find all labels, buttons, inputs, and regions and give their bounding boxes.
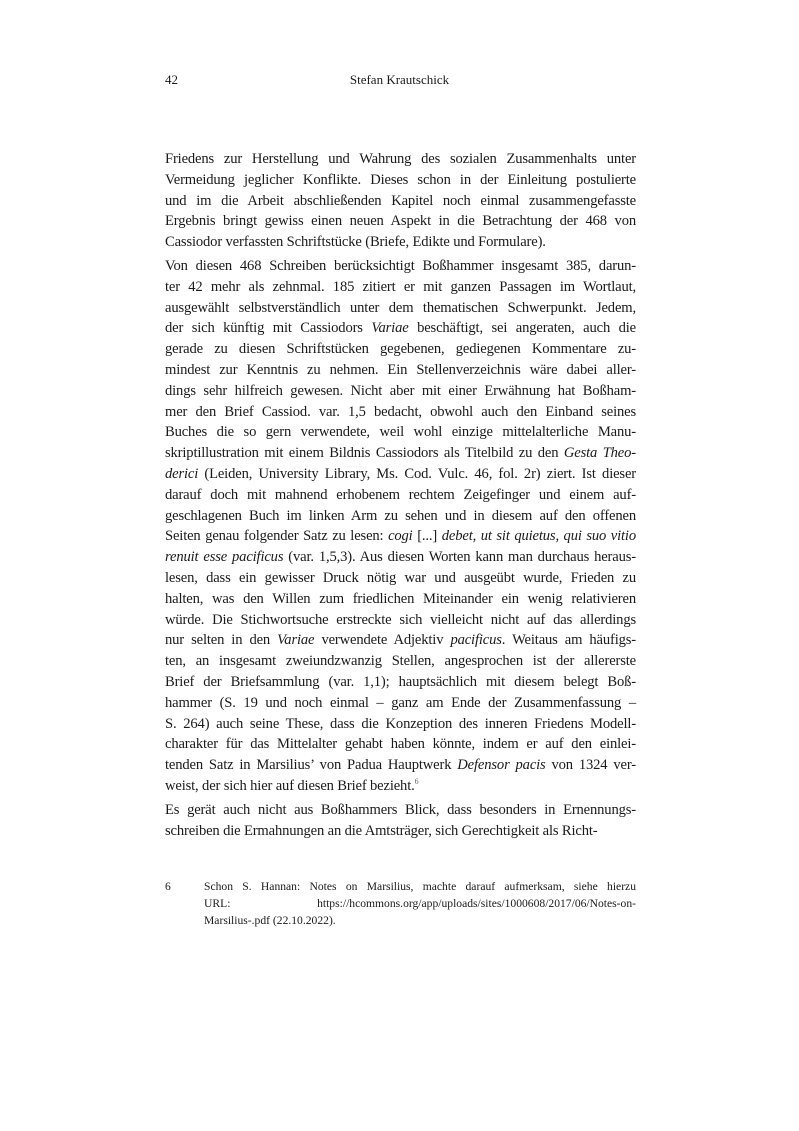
text-span: darauf doch mit mahnend erhobenem rechtem Zeigefinger und einem auf- bbox=[165, 486, 636, 503]
text-line bbox=[165, 464, 636, 485]
italic-text: derici bbox=[165, 465, 199, 482]
text-span: hammer (S. 19 und noch einmal – ganz am Ende der Zusammenfassung – bbox=[165, 694, 636, 711]
text-line bbox=[165, 149, 636, 170]
text-span: Buches die so gern verwendete, weil wohl einzige mittelalterliche Manu- bbox=[165, 424, 636, 441]
footnote-line: URL: https://hcommons.org/app/uploads/sites/1000608/2017/06/Notes-on- bbox=[204, 897, 636, 911]
text-line bbox=[165, 211, 636, 232]
paragraph-1 bbox=[165, 149, 636, 253]
text-span: (Leiden, University Library, Ms. Cod. Vulc. 46, fol. 2r) ziert. Ist dieser bbox=[198, 465, 636, 482]
text-line bbox=[165, 360, 636, 381]
text-line bbox=[165, 630, 636, 651]
footnote-body bbox=[204, 878, 636, 929]
text-line bbox=[165, 170, 636, 191]
paragraph-3 bbox=[165, 800, 636, 842]
italic-text: Variae bbox=[371, 320, 409, 337]
text-line bbox=[165, 485, 636, 506]
text-span: ter 42 mehr als zehnmal. 185 zitiert er mit ganzen Passagen im Wortlaut, bbox=[165, 278, 636, 295]
footnote-line: Marsilius-.pdf (22.10.2022). bbox=[204, 914, 336, 928]
text-line bbox=[165, 672, 636, 693]
text-line bbox=[165, 526, 636, 547]
text-span: weist, der sich hier auf diesen Brief bezieht. bbox=[165, 777, 415, 794]
text-span: Cassiodor verfassten Schriftstücke (Briefe, Edikte und Formulare). bbox=[165, 234, 546, 251]
text-line bbox=[165, 381, 636, 402]
text-span: der sich künftig mit Cassiodors bbox=[165, 320, 372, 337]
italic-text: pacificus bbox=[450, 632, 502, 649]
text-line bbox=[165, 776, 636, 797]
text-span: S. 264) auch seine These, dass die Konzeption des inneren Friedens Modell- bbox=[165, 715, 636, 732]
italic-text: Variae bbox=[277, 632, 315, 649]
text-span: Friedens zur Herstellung und Wahrung des sozialen Zusammenhalts unter bbox=[165, 151, 636, 167]
text-span: Brief der Briefsammlung (var. 1,1); hauptsächlich mit diesem belegt Boß- bbox=[165, 673, 636, 690]
running-head: Stefan Krautschick bbox=[349, 72, 450, 87]
text-line bbox=[165, 821, 636, 842]
text-span: skriptillustration mit einem Bildnis Cassiodors als Titelbild zu den bbox=[165, 445, 564, 462]
footnote bbox=[165, 878, 636, 929]
text-line bbox=[165, 256, 636, 277]
footnote-number: 6 bbox=[165, 880, 171, 894]
text-line bbox=[165, 506, 636, 527]
text-line bbox=[165, 443, 636, 464]
text-line bbox=[165, 714, 636, 735]
text-span: Es gerät auch nicht aus Boßhammers Blick, dass besonders in Ernennungs- bbox=[165, 801, 636, 818]
text-span: schreiben die Ermahnungen an die Amtsträger, sich Gerechtigkeit als Richt- bbox=[165, 822, 598, 839]
text-span: Vermeidung jeglicher Konflikte. Dieses schon in der Einleitung postulierte bbox=[165, 171, 636, 188]
text-span: Ergebnis bringt gewiss einen neuen Aspekt in die Betrachtung der 468 von bbox=[165, 213, 636, 230]
text-span: mindest zur Kenntnis zu nehmen. Ein Stellenverzeichnis wäre dabei aller- bbox=[165, 361, 636, 378]
text-span: nur selten in den bbox=[165, 632, 278, 649]
text-line bbox=[165, 651, 636, 672]
text-span: tenden Satz in Marsilius’ von Padua Hauptwerk bbox=[165, 757, 458, 774]
text-span: ausgewählt selbstverständlich unter dem thematischen Schwerpunkt. Jedem, bbox=[165, 299, 636, 316]
text-line bbox=[165, 277, 636, 298]
text-line bbox=[165, 589, 636, 610]
text-span: Von diesen 468 Schreiben berücksichtigt Boßhammer insgesamt 385, darun- bbox=[165, 257, 636, 274]
text-line bbox=[165, 298, 636, 319]
text-span: mer den Brief Cassiod. var. 1,5 bedacht, obwohl auch den Einband seines bbox=[165, 403, 636, 420]
page-number: 42 bbox=[165, 72, 178, 87]
paragraph-2 bbox=[165, 256, 636, 797]
footnote-ref: 6 bbox=[414, 776, 419, 786]
text-line bbox=[165, 800, 636, 821]
italic-text: Gesta Theo- bbox=[563, 445, 636, 462]
italic-text: renuit esse pacificus bbox=[165, 549, 284, 566]
text-span: gerade zu diesen Schriftstücken gegebenen, gediegenen Kommentare zu- bbox=[165, 341, 636, 358]
text-line bbox=[165, 547, 636, 568]
text-span: würde. Die Stichwortsuche erstreckte sich vielleicht nicht auf das allerdings bbox=[165, 611, 636, 628]
text-span: lesen, dass ein gewisser Druck nötig war und ausgeübt wurde, Frieden zu bbox=[165, 569, 636, 586]
italic-text: cogi bbox=[388, 528, 413, 545]
text-line bbox=[165, 755, 636, 776]
text-span: von 1324 ver- bbox=[545, 757, 636, 774]
text-span: ten, an insgesamt zweiundzwanzig Stellen, angesprochen ist der allererste bbox=[165, 653, 636, 670]
text-span: [...] bbox=[412, 528, 442, 545]
text-line bbox=[165, 191, 636, 212]
text-line bbox=[165, 568, 636, 589]
text-span: . Weitaus am häufigs- bbox=[501, 632, 637, 649]
text-line bbox=[165, 422, 636, 443]
text-span: Seiten genau folgender Satz zu lesen: bbox=[165, 528, 389, 545]
italic-text: debet, ut sit quietus, qui suo vitio bbox=[441, 528, 636, 545]
text-span: charakter für das Mittelalter gehabt haben könnte, indem er auf den einlei- bbox=[165, 736, 636, 753]
text-span: beschäftigt, sei angeraten, auch die bbox=[408, 320, 636, 337]
footnote-line: Schon S. Hannan: Notes on Marsilius, machte darauf aufmerksam, siehe hierzu bbox=[204, 880, 636, 894]
text-line bbox=[165, 339, 636, 360]
text-line bbox=[165, 693, 636, 714]
text-line bbox=[165, 318, 636, 339]
text-line bbox=[165, 734, 636, 755]
italic-text: Defensor pacis bbox=[457, 757, 546, 774]
text-span: (var. 1,5,3). Aus diesen Worten kann man durchaus heraus- bbox=[283, 549, 636, 566]
text-span: dings sehr hilfreich gewesen. Nicht aber mit einer Erwähnung hat Boßham- bbox=[165, 382, 636, 399]
text-span: halten, was den Willen zum friedlichen Miteinander ein wenig relativieren bbox=[165, 590, 636, 607]
text-line bbox=[165, 610, 636, 631]
text-span: und im die Arbeit abschließenden Kapitel noch einmal zusammengefasste bbox=[165, 192, 636, 209]
text-span: verwendete Adjektiv bbox=[314, 632, 451, 649]
text-line bbox=[165, 232, 636, 253]
text-line bbox=[165, 402, 636, 423]
text-body bbox=[165, 149, 636, 929]
text-span: geschlagenen Buch im linken Arm zu sehen und in diesem auf den offenen bbox=[165, 507, 636, 524]
